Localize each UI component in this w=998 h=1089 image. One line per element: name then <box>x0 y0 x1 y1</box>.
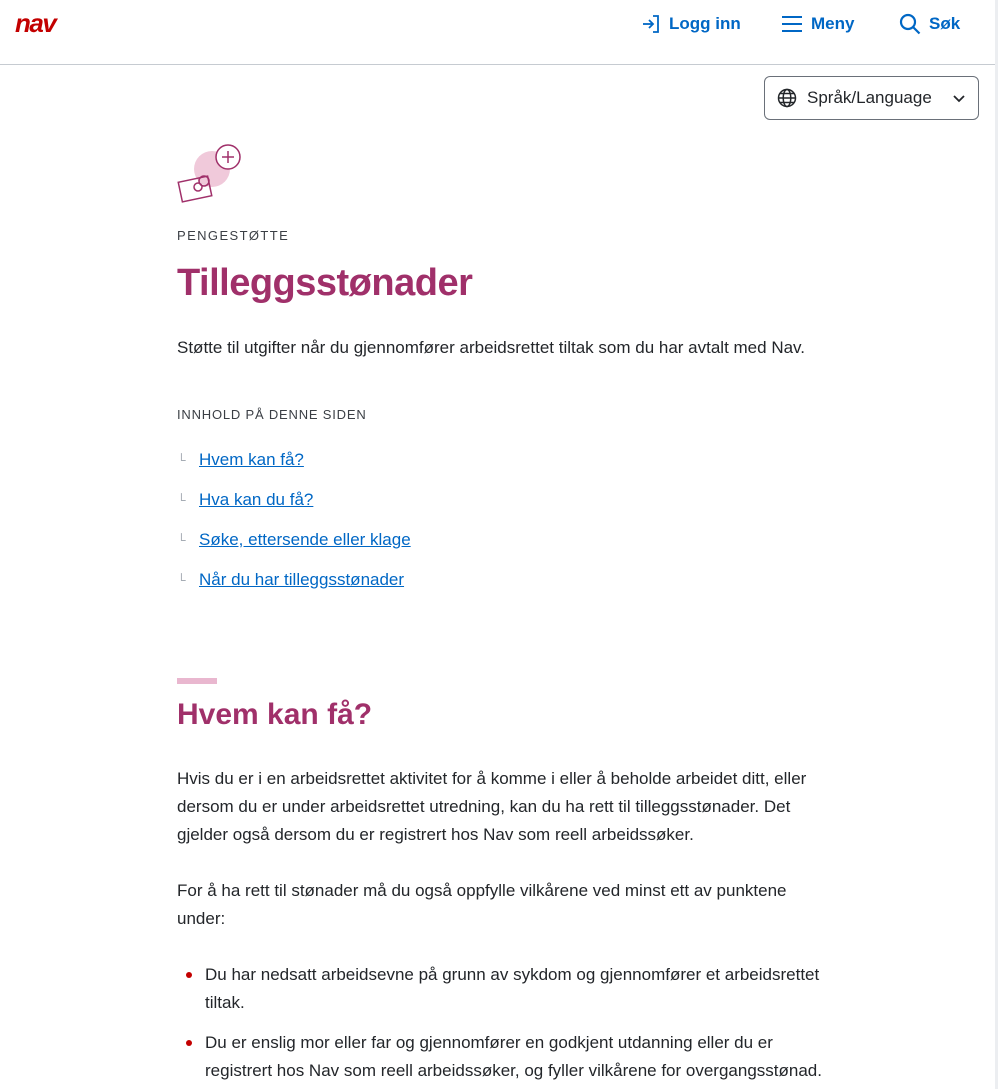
page-title: Tilleggsstønader <box>177 262 473 304</box>
toc-item <box>177 440 411 480</box>
toc-heading: INNHOLD PÅ DENNE SIDEN <box>177 407 367 422</box>
top-header <box>0 0 995 65</box>
language-label: Språk/Language <box>807 88 932 107</box>
svg-text:nav: nav <box>15 12 56 36</box>
toc-link-soke-ettersende-klage[interactable]: Søke, ettersende eller klage <box>199 530 411 549</box>
list-item-text: Du er enslig mor eller far og gjennomfører en godkjent utdanning eller du er registrert hos Nav som reell arbeidssøker, og fyller vilkårene for overgangsstønad. <box>205 1033 822 1080</box>
list-item <box>177 1029 827 1085</box>
chevron-down-icon <box>952 91 966 105</box>
toc-link-hvem-kan-fa[interactable]: Hvem kan få? <box>199 450 304 469</box>
nav-logo[interactable] <box>15 12 81 36</box>
menu-label: Meny <box>811 14 855 33</box>
money-support-illustration <box>177 143 243 209</box>
magnifier-icon <box>899 13 921 35</box>
search-label: Søk <box>929 14 961 33</box>
section-accent-bar <box>177 678 217 684</box>
section-title: Hvem kan få? <box>177 698 373 731</box>
page-ingress: Støtte til utgifter når du gjennomfører arbeidsrettet tiltak som du har avtalt med Nav. <box>177 338 806 357</box>
login-label: Logg inn <box>669 14 741 33</box>
corner-arrow-icon: └ <box>177 573 186 587</box>
toc-item <box>177 480 411 520</box>
login-arrow-icon <box>641 14 661 34</box>
login-button[interactable] <box>641 8 741 40</box>
corner-arrow-icon: └ <box>177 493 186 507</box>
bullet-icon <box>186 972 192 978</box>
bullet-icon <box>186 1040 192 1046</box>
toc-link-nar-du-har[interactable]: Når du har tilleggsstønader <box>199 570 405 589</box>
corner-arrow-icon: └ <box>177 453 186 467</box>
toc-item <box>177 560 411 600</box>
criteria-list <box>177 961 827 1089</box>
list-item-text: Du har nedsatt arbeidsevne på grunn av sykdom og gjennomfører et arbeidsrettet tiltak. <box>205 965 820 1012</box>
section-paragraph: Hvis du er i en arbeidsrettet aktivitet for å komme i eller å beholde arbeidet ditt, eller dersom du er under arbeidsrettet utredning, kan du ha rett til tilleggsstønader. Det gjelder også dersom du er registrert hos Nav som reell arbeidssøker. <box>177 769 807 844</box>
table-of-contents <box>177 440 411 600</box>
hamburger-icon <box>781 14 803 34</box>
list-item <box>177 961 827 1017</box>
language-selector[interactable] <box>764 76 979 120</box>
page-category: PENGESTØTTE <box>177 228 290 243</box>
toc-link-hva-kan-du-fa[interactable]: Hva kan du få? <box>199 490 314 509</box>
toc-item <box>177 520 411 560</box>
search-button[interactable] <box>899 8 960 40</box>
globe-icon <box>777 88 797 108</box>
section-paragraph: For å ha rett til stønader må du også oppfylle vilkårene ved minst ett av punktene under: <box>177 881 787 928</box>
corner-arrow-icon: └ <box>177 533 186 547</box>
menu-button[interactable] <box>781 8 854 40</box>
